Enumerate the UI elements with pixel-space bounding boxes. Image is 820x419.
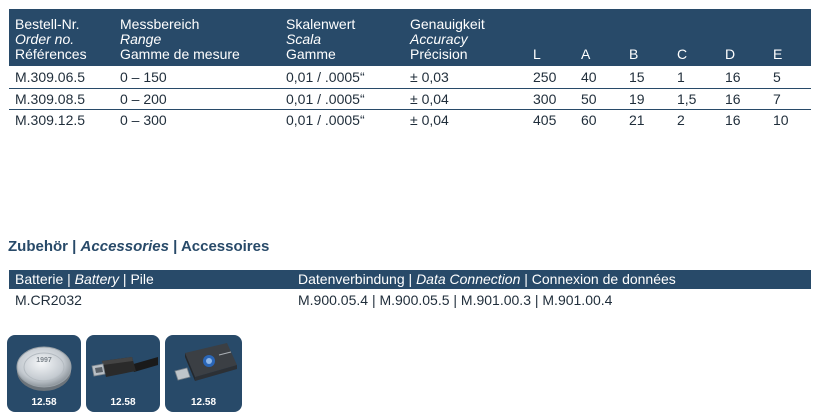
battery-header-en: Battery <box>74 271 120 287</box>
cell-range: 0 – 150 <box>120 69 167 85</box>
thumbnail-caption: 12.58 <box>31 397 57 408</box>
cell-scale: 0,01 / .0005“ <box>286 112 365 128</box>
accessories-title <box>8 238 269 255</box>
spec-table-header <box>9 9 811 66</box>
cell-accuracy: ± 0,03 <box>410 69 449 85</box>
cell-scale: 0,01 / .0005“ <box>286 69 365 85</box>
cell-d: 16 <box>725 69 741 85</box>
header-scale-de: Skalenwert <box>286 16 356 32</box>
table-row <box>9 110 811 130</box>
cell-l: 250 <box>533 69 557 85</box>
cell-e: 10 <box>773 112 789 128</box>
accessories-title-en: Accessories <box>80 238 169 255</box>
header-col-a: A <box>581 46 591 62</box>
thumbnail-caption: 12.58 <box>110 397 136 408</box>
header-col-b: B <box>629 46 639 62</box>
data-header-en: Data Connection <box>416 271 521 287</box>
accessories-header <box>9 270 811 289</box>
coin-battery-icon <box>7 335 81 397</box>
cell-c: 1 <box>677 69 685 85</box>
cell-a: 50 <box>581 91 597 107</box>
data-header-de: Datenverbindung | <box>298 271 417 287</box>
cable-thumbnail <box>86 335 160 412</box>
data-connection-header <box>298 270 676 289</box>
header-accuracy-de: Genauigkeit <box>410 16 485 32</box>
battery-value: M.CR2032 <box>15 292 82 308</box>
header-accuracy <box>410 17 485 62</box>
title-separator: | <box>168 238 181 255</box>
accessories-title-fr: Accessoires <box>180 238 270 255</box>
accessories-row <box>9 290 811 310</box>
cell-d: 16 <box>725 112 741 128</box>
battery-thumbnail <box>7 335 81 412</box>
cell-l: 300 <box>533 91 557 107</box>
header-range-fr: Gamme de mesure <box>120 46 240 62</box>
coin-battery-text: 1997 <box>36 357 52 364</box>
header-range-de: Messbereich <box>120 16 200 32</box>
cell-d: 16 <box>725 91 741 107</box>
header-col-d: D <box>725 46 736 62</box>
cell-range: 0 – 200 <box>120 91 167 107</box>
data-connection-value: M.900.05.4 | M.900.05.5 | M.901.00.3 | M.901.00.4 <box>298 292 613 308</box>
header-scale <box>286 17 355 62</box>
cell-order: M.309.06.5 <box>15 69 86 85</box>
cell-accuracy: ± 0,04 <box>410 91 449 107</box>
battery-header-fr: | Pile <box>119 271 154 287</box>
header-range <box>120 17 240 62</box>
cell-e: 5 <box>773 69 781 85</box>
header-accuracy-en: Accuracy <box>410 31 468 47</box>
usb-cable-icon <box>86 335 160 397</box>
accessories-title-de: Zubehör <box>8 238 68 255</box>
cell-b: 15 <box>629 69 645 85</box>
cell-scale: 0,01 / .0005“ <box>286 91 365 107</box>
cell-c: 2 <box>677 112 685 128</box>
cell-a: 60 <box>581 112 597 128</box>
cell-a: 40 <box>581 69 597 85</box>
header-col-l: L <box>533 46 541 62</box>
thumbnail-caption: 12.58 <box>190 397 217 408</box>
cell-l: 405 <box>533 112 557 128</box>
header-order-en: Order no. <box>15 31 75 47</box>
cell-b: 21 <box>629 112 645 128</box>
cell-range: 0 – 300 <box>120 112 167 128</box>
battery-header-de: Batterie | <box>15 271 75 287</box>
header-col-e: E <box>773 46 783 62</box>
header-order-de: Bestell-Nr. <box>15 16 80 32</box>
cell-c: 1,5 <box>677 91 697 107</box>
header-accuracy-fr: Précision <box>410 46 468 62</box>
table-row <box>9 89 811 109</box>
data-header-fr: | Connexion de données <box>520 271 676 287</box>
cell-order: M.309.08.5 <box>15 91 86 107</box>
battery-header <box>15 270 154 289</box>
header-range-en: Range <box>120 31 162 47</box>
module-thumbnail <box>165 335 242 412</box>
cell-b: 19 <box>629 91 645 107</box>
cell-accuracy: ± 0,04 <box>410 112 449 128</box>
header-order-no <box>15 17 87 62</box>
title-separator: | <box>68 238 81 255</box>
data-module-icon <box>165 335 242 397</box>
header-order-fr: Références <box>15 46 87 62</box>
header-col-c: C <box>677 46 688 62</box>
header-scale-fr: Gamme <box>286 46 336 62</box>
table-row <box>9 67 811 87</box>
cell-order: M.309.12.5 <box>15 112 86 128</box>
cell-e: 7 <box>773 91 781 107</box>
header-scale-en: Scala <box>286 31 322 47</box>
